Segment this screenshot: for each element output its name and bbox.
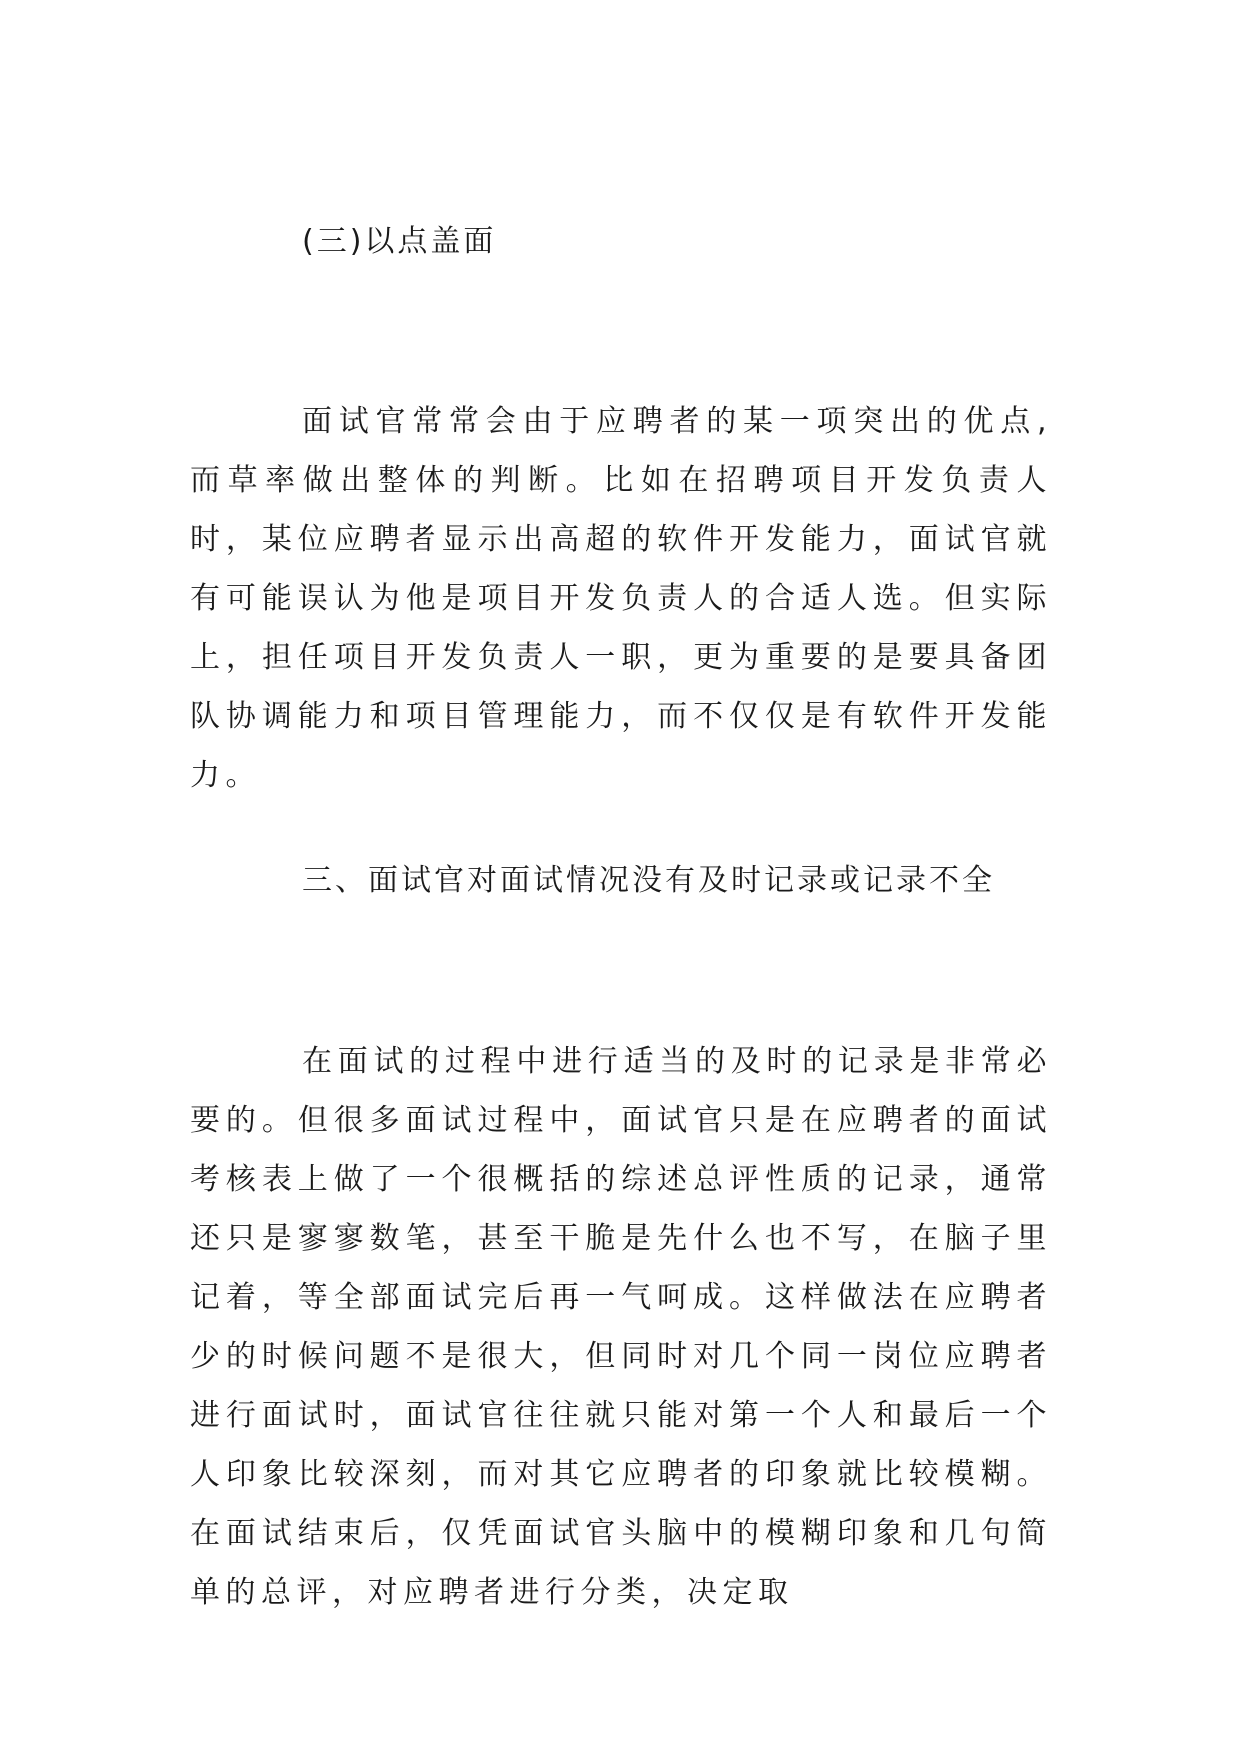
paragraph: 在面试的过程中进行适当的及时的记录是非常必要的。但很多面试过程中，面试官只是在应聘者的面试考核表上做了一个很概括的综述总评性质的记录，通常还只是寥寥数笔，甚至干脆是先什么也不写，在脑子里记着，等全部面试完后再一气呵成。这样做法在应聘者少的时候问题不是很大，但同时对几个同一岗位应聘者进行面试时，面试官往往就只能对第一个人和最后一个人印象比较深刻，而对其它应聘者的印象就比较模糊。在面试结束后，仅凭面试官头脑中的模糊印象和几句简单的总评，对应聘者进行分类，决定取: [190, 1044, 1052, 1610]
section-heading: 三、面试官对面试情况没有及时记录或记录不全: [302, 863, 995, 898]
paragraph: 面试官常常会由于应聘者的某一项突出的优点,而草率做出整体的判断。比如在招聘项目开发负责人时，某位应聘者显示出高超的软件开发能力，面试官就有可能误认为他是项目开发负责人的合适人选。但实际上，担任项目开发负责人一职，更为重要的是要具备团队协调能力和项目管理能力，而不仅仅是有软件开发能力。: [190, 404, 1052, 793]
subheading: (三)以点盖面: [302, 224, 497, 259]
